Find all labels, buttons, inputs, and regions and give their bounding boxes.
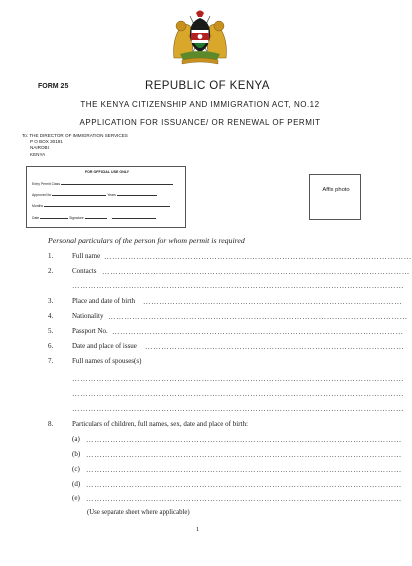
act-title: THE KENYA CITIZENSHIP AND IMMIGRATION ACT, NO.12 [80, 100, 320, 109]
date-label: Date [32, 216, 40, 220]
approved-for-row [32, 192, 157, 197]
child-a-field[interactable]: ……………………………………………………………………………………………………… [86, 435, 402, 444]
spouse-names-field-line-3[interactable]: …………………………………………………………………………………………………………… [72, 404, 405, 413]
spouse-names-field-line-2[interactable]: …………………………………………………………………………………………………………… [72, 389, 405, 398]
spouse-names-label: Full names of spouses(s) [72, 357, 142, 365]
passport-number-field[interactable]: ……………………………………………………………………………………………… [112, 327, 404, 336]
field-number: 5. [48, 327, 54, 335]
field-number: 8. [48, 420, 54, 428]
passport-number-label: Passport No. [72, 327, 108, 335]
date-line[interactable] [40, 215, 68, 219]
address-to: To: [22, 133, 29, 138]
children-particulars-label: Particulars of children, full names, sex, date and place of birth: [72, 420, 248, 428]
approved-for-line[interactable] [52, 192, 106, 196]
full-name-label: Full name [72, 252, 101, 260]
entry-permit-class-line[interactable] [61, 181, 173, 185]
child-d-field[interactable]: ……………………………………………………………………………………………………… [86, 480, 402, 489]
field-number: 7. [48, 357, 54, 365]
address-line: NAIROBI [30, 145, 49, 151]
kenya-coat-of-arms-icon [168, 8, 232, 66]
child-item-label: (c) [72, 465, 80, 473]
child-item-label: (b) [72, 450, 81, 458]
field-number: 4. [48, 312, 54, 320]
official-use-title: FOR OFFICIAL USE ONLY [84, 170, 130, 174]
field-number: 2. [48, 267, 54, 275]
child-c-field[interactable]: ……………………………………………………………………………………………………… [86, 465, 402, 474]
months-row [32, 203, 170, 208]
signature-label: Signature [69, 216, 84, 220]
address-line: P O BOX 30191 [30, 139, 63, 145]
years-line[interactable] [117, 192, 157, 196]
address-line: THE DIRECTOR OF IMMIGRATION SERVICES [29, 133, 128, 138]
field-number: 1. [48, 252, 54, 260]
date-place-issue-label: Date and place of issue [72, 342, 137, 350]
child-item-label: (e) [72, 494, 80, 502]
child-e-field[interactable]: ……………………………………………………………………………………………………… [86, 494, 402, 503]
entry-permit-class-row [32, 181, 173, 186]
nationality-label: Nationality [72, 312, 104, 320]
address-block [22, 133, 128, 158]
field-number: 6. [48, 342, 54, 350]
child-b-field[interactable]: ……………………………………………………………………………………………………… [86, 450, 402, 459]
photo-box-label: Affix photo [322, 187, 350, 193]
signature-line[interactable] [85, 215, 107, 219]
spouse-names-field-line-1[interactable]: …………………………………………………………………………………………………………… [72, 374, 405, 383]
months-label: Months [32, 204, 44, 208]
address-line: KENYA [30, 151, 46, 157]
contacts-field-line-2[interactable]: …………………………………………………………………………………………………………… [72, 281, 405, 290]
place-date-birth-label: Place and date of birth [72, 297, 135, 305]
entry-permit-class-label: Entry Permit Class [32, 182, 61, 186]
photo-box[interactable] [309, 174, 361, 220]
years-label: Years [107, 193, 116, 197]
nationality-field[interactable]: ………………………………………………………………………………………………… [108, 312, 408, 321]
approved-for-label: Approved for [32, 193, 52, 197]
date-place-issue-field[interactable]: …………………………………………………………………………………… [145, 342, 405, 351]
child-item-label: (a) [72, 435, 80, 443]
place-date-birth-field[interactable]: …………………………………………………………………………………… [143, 297, 403, 306]
contacts-label: Contacts [72, 267, 97, 275]
date-signature-row [32, 215, 156, 220]
form-number: FORM 25 [38, 83, 69, 90]
field-number: 3. [48, 297, 54, 305]
page-number: 1 [196, 526, 200, 533]
signature-extra-line[interactable] [112, 215, 156, 219]
child-item-label: (d) [72, 480, 81, 488]
application-title: APPLICATION FOR ISSUANCE/ OR RENEWAL OF PERMIT [79, 118, 321, 127]
months-line[interactable] [44, 203, 170, 207]
republic-heading: REPUBLIC OF KENYA [145, 80, 270, 92]
separate-sheet-note: (Use separate sheet where applicable) [87, 509, 190, 516]
full-name-field[interactable]: …………………………………………………………………………………………………… [104, 252, 412, 261]
contacts-field[interactable]: …………………………………………………………………………………………………… [102, 267, 410, 276]
official-use-box [26, 166, 186, 228]
section-heading: Personal particulars of the person for whom permit is required [48, 236, 245, 245]
